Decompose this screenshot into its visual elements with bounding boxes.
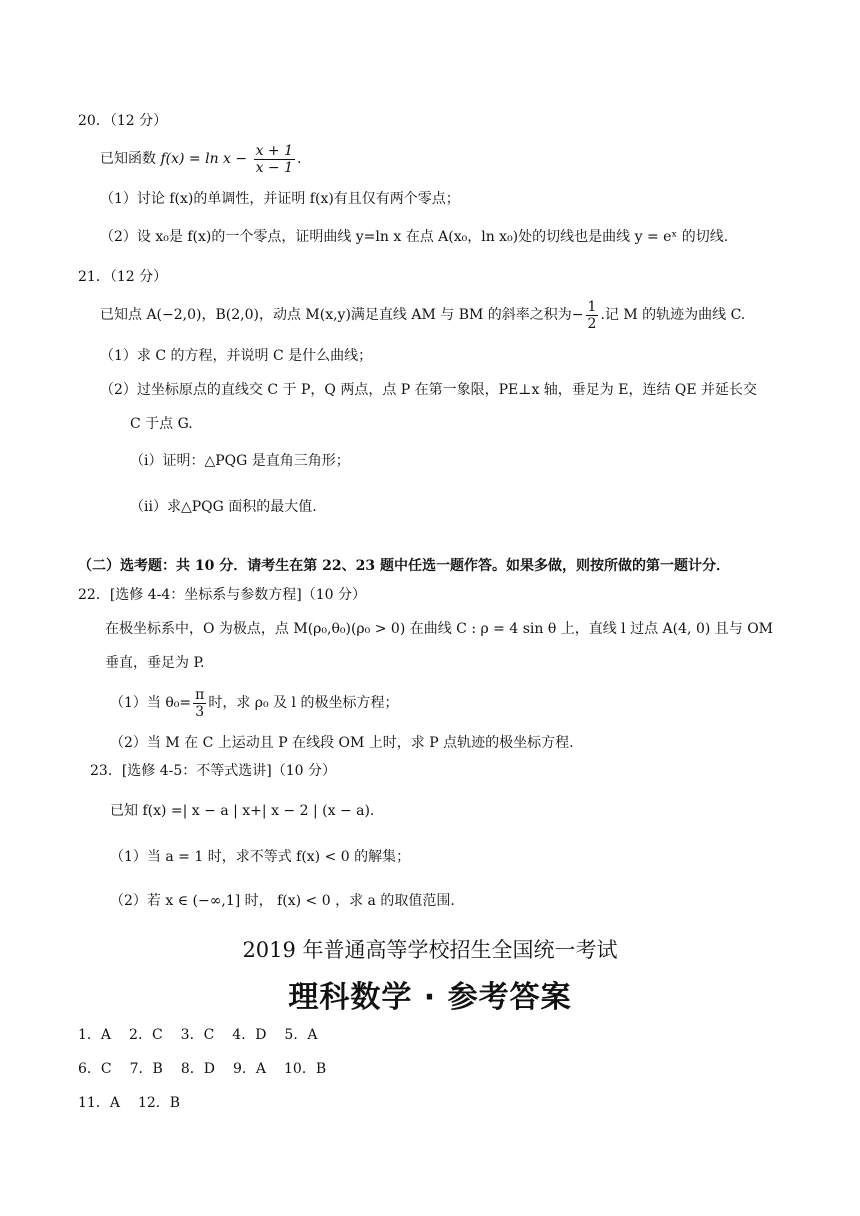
- q21-part2-i: （i）证明：△PQG 是直角三角形；: [130, 453, 350, 469]
- q20-stem: [100, 142, 301, 176]
- section2-heading: （二）选考题：共 10 分．请考生在第 22、23 题中任选一题作答。如果多做，则按所做的第一题计分．: [78, 558, 730, 574]
- q22-stem-line1: 在极坐标系中，O 为极点，点 M(ρ₀,θ₀)(ρ₀ > 0) 在曲线 C : ρ = 4 sin θ 上，直线 l 过点 A(4, 0) 且与 OM: [105, 621, 774, 637]
- q21-part2-line1: （2）过坐标原点的直线交 C 于 P，Q 两点，点 P 在第一象限，PE⊥x 轴，垂足为 E，连结 QE 并延长交: [100, 382, 758, 398]
- q23-part2: （2）若 x ∈ (−∞,1] 时， f(x) < 0 ，求 a 的取值范围.: [110, 893, 455, 909]
- q20-fraction: [254, 143, 295, 176]
- q21-part2-line2: C 于点 G.: [130, 416, 193, 432]
- q21-fraction: [586, 299, 599, 332]
- answer-item: 1．A: [78, 1027, 112, 1043]
- answer-item: 7．B: [129, 1061, 163, 1077]
- answer-item: 6．C: [78, 1061, 112, 1077]
- q22-header: 22．[选修 4-4：坐标系与参数方程]（10 分）: [78, 587, 366, 603]
- q22-part1: [110, 686, 398, 720]
- answer-item: 3．C: [180, 1027, 215, 1043]
- q22-frac-num: π: [195, 686, 205, 703]
- answer-item: 8．D: [180, 1061, 215, 1077]
- answer-row-1: [78, 1024, 335, 1044]
- answer-item: 11．A: [78, 1095, 120, 1111]
- q20-part2: （2）设 x₀是 f(x)的一个零点，证明曲线 y=ln x 在点 A(x₀，ln x₀)处的切线也是曲线 y = eˣ 的切线.: [100, 229, 729, 245]
- answer-item: 5．A: [284, 1027, 318, 1043]
- q21-stem-a: 已知点 A(−2,0)，B(2,0)，动点 M(x,y)满足直线 AM 与 BM 的斜率之积为−: [100, 307, 584, 323]
- answer-item: 12．B: [137, 1095, 181, 1111]
- q20-stem-prefix: 已知函数: [100, 151, 161, 167]
- q20-part1: （1）讨论 f(x)的单调性，并证明 f(x)有且仅有两个零点；: [100, 191, 460, 207]
- answer-row-3: [78, 1092, 198, 1112]
- q22-fraction: [193, 687, 206, 720]
- q22-part2: （2）当 M 在 C 上运动且 P 在线段 OM 上时，求 P 点轨迹的极坐标方程.: [110, 735, 574, 751]
- q20-header: 20．（12 分）: [78, 113, 168, 129]
- q22-part1-a: （1）当 θ₀=: [110, 695, 192, 711]
- answer-item: 4．D: [232, 1027, 267, 1043]
- q23-part1: （1）当 a = 1 时，求不等式 f(x) < 0 的解集；: [110, 849, 411, 865]
- answer-item: 9．A: [232, 1061, 266, 1077]
- q22-frac-den: 3: [195, 703, 205, 720]
- q21-frac-num: 1: [587, 298, 597, 315]
- answer-title: 理科数学 · 参考答案: [288, 980, 572, 1015]
- q20-frac-den: x − 1: [255, 159, 293, 176]
- q23-header: 23．[选修 4-5：不等式选讲]（10 分）: [90, 763, 336, 779]
- q21-stem-b: .记 M 的轨迹为曲线 C.: [600, 307, 746, 323]
- q20-stem-end: .: [297, 151, 302, 167]
- q21-frac-den: 2: [587, 315, 597, 332]
- q21-header: 21．（12 分）: [78, 269, 168, 285]
- q21-part2-ii: （ii）求△PQG 面积的最大值.: [130, 499, 317, 515]
- answer-row-2: [78, 1058, 344, 1078]
- q21-part1: （1）求 C 的方程，并说明 C 是什么曲线；: [100, 348, 373, 364]
- q23-stem: 已知 f(x) =| x − a | x+| x − 2 | (x − a).: [110, 803, 375, 819]
- q20-func: f(x) = ln x −: [160, 151, 252, 167]
- q21-stem: [100, 298, 745, 332]
- q22-stem-line2: 垂直，垂足为 P.: [105, 655, 205, 671]
- q22-part1-b: 时，求 ρ₀ 及 l 的极坐标方程；: [208, 695, 399, 711]
- answer-item: 10．B: [284, 1061, 327, 1077]
- exam-title: 2019 年普通高等学校招生全国统一考试: [242, 938, 618, 962]
- q20-frac-num: x + 1: [255, 142, 293, 159]
- answer-item: 2．C: [129, 1027, 163, 1043]
